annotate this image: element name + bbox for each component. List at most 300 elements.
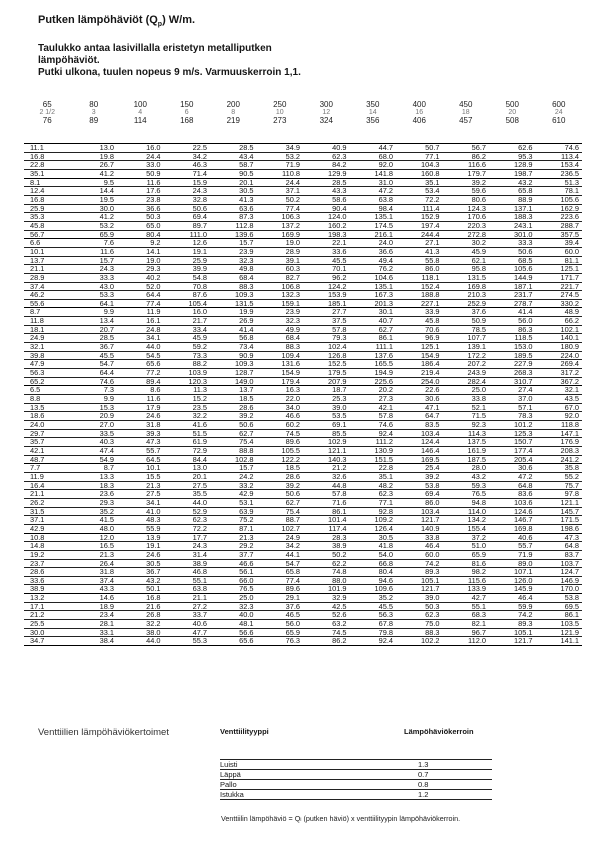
heat-loss-cell: 40.0	[210, 611, 257, 620]
heat-loss-cell: 223.6	[536, 213, 583, 222]
heat-loss-cell: 121.7	[396, 585, 443, 594]
heat-loss-cell: 56.3	[24, 369, 71, 378]
heat-loss-cell: 65.9	[443, 550, 490, 559]
heat-loss-cell: 30.0	[24, 628, 71, 637]
heat-loss-cell: 48.0	[71, 524, 118, 533]
heat-loss-cell: 55.3	[164, 637, 211, 646]
heat-loss-cell: 90.9	[210, 351, 257, 360]
heat-loss-cell: 167.3	[350, 291, 397, 300]
heat-loss-cell: 28.6	[24, 568, 71, 577]
heat-loss-cell: 62.2	[303, 559, 350, 568]
heat-loss-cell: 152.4	[396, 282, 443, 291]
heat-loss-cell: 107.7	[443, 334, 490, 343]
heat-loss-cell: 105.6	[489, 265, 536, 274]
heat-loss-cell: 25.9	[24, 204, 71, 213]
heat-loss-cell: 69.1	[303, 421, 350, 430]
heat-loss-cell: 37.4	[24, 282, 71, 291]
inch-size-cell: 16	[415, 109, 424, 116]
table-row	[24, 282, 582, 291]
heat-loss-cell: 33.6	[24, 576, 71, 585]
pipe-size-header	[24, 100, 582, 125]
heat-loss-cell: 221.7	[536, 282, 583, 291]
heat-loss-cell: 105.1	[489, 628, 536, 637]
outer-diameter-cell: 76	[42, 116, 52, 125]
table-row	[24, 498, 582, 507]
heat-loss-cell: 30.1	[350, 308, 397, 317]
heat-loss-cell: 124.4	[396, 438, 443, 447]
heat-loss-cell: 74.2	[396, 559, 443, 568]
heat-loss-cell: 32.6	[303, 472, 350, 481]
table-row	[24, 152, 582, 161]
heat-loss-cell: 63.9	[210, 507, 257, 516]
heat-loss-cell: 44.7	[350, 144, 397, 153]
heat-loss-cell: 86.3	[489, 325, 536, 334]
heat-loss-cell: 41.8	[350, 542, 397, 551]
table-row	[24, 343, 582, 352]
heat-loss-cell: 169.8	[489, 524, 536, 533]
heat-loss-cell: 29.3	[117, 265, 164, 274]
nominal-size-cell: 200	[226, 100, 240, 109]
heat-loss-cell: 26.9	[210, 317, 257, 326]
heat-loss-cell: 96.9	[396, 334, 443, 343]
heat-loss-cell: 34.0	[257, 403, 304, 412]
heat-loss-cell: 16.1	[117, 317, 164, 326]
heat-loss-cell: 72.9	[164, 446, 211, 455]
heat-loss-cell: 50.3	[396, 602, 443, 611]
valve-section-title: Venttiilien lämpöhäviökertoimet	[38, 727, 169, 738]
table-row	[24, 247, 582, 256]
heat-loss-cell: 22.5	[164, 144, 211, 153]
inch-size-cell: 4	[138, 109, 143, 116]
heat-loss-cell: 77.4	[257, 576, 304, 585]
inch-size-row	[24, 109, 582, 116]
heat-loss-cell: 45.9	[443, 247, 490, 256]
heat-loss-cell: 32.2	[164, 412, 211, 421]
valve-factor-value: 1.2	[418, 790, 429, 799]
heat-loss-cell: 23.9	[257, 308, 304, 317]
heat-loss-cell: 10.8	[24, 533, 71, 542]
heat-loss-cell: 37.6	[257, 602, 304, 611]
heat-loss-cell: 114.0	[443, 507, 490, 516]
heat-loss-cell: 115.6	[443, 576, 490, 585]
heat-loss-cell: 109.2	[350, 516, 397, 525]
heat-loss-cell: 78.1	[536, 187, 583, 196]
heat-loss-cell: 33.8	[396, 533, 443, 542]
heat-loss-cell: 58.7	[210, 161, 257, 170]
table-row	[24, 490, 582, 499]
heat-loss-cell: 19.9	[210, 308, 257, 317]
heat-loss-cell: 86.1	[350, 334, 397, 343]
outer-diameter-cell: 457	[459, 116, 473, 125]
heat-loss-cell: 23.7	[24, 559, 71, 568]
table-row	[24, 178, 582, 187]
heat-loss-cell: 56.1	[210, 568, 257, 577]
heat-loss-cell: 8.7	[24, 308, 71, 317]
table-row	[24, 594, 582, 603]
heat-loss-cell: 137.1	[489, 204, 536, 213]
table-row	[24, 611, 582, 620]
heat-loss-cell: 39.4	[536, 239, 583, 248]
heat-loss-cell: 74.8	[303, 568, 350, 577]
heat-loss-cell: 122.2	[257, 455, 304, 464]
heat-loss-cell: 274.5	[536, 291, 583, 300]
heat-loss-cell: 34.1	[117, 334, 164, 343]
heat-loss-cell: 44.0	[117, 343, 164, 352]
heat-loss-cell: 52.9	[164, 507, 211, 516]
heat-loss-cell: 131.5	[210, 299, 257, 308]
heat-loss-cell: 111.4	[396, 204, 443, 213]
table-row	[24, 568, 582, 577]
heat-loss-cell: 71.4	[164, 169, 211, 178]
heat-loss-cell: 8.7	[71, 464, 118, 473]
heat-loss-cell: 25.0	[443, 386, 490, 395]
heat-loss-cell: 39.1	[257, 256, 304, 265]
heat-loss-cell: 89.3	[396, 568, 443, 577]
heat-loss-cell: 59.3	[443, 481, 490, 490]
heat-loss-cell: 31.8	[117, 421, 164, 430]
heat-loss-cell: 16.8	[24, 195, 71, 204]
heat-loss-cell: 21.7	[164, 317, 211, 326]
inch-size-cell: 10	[275, 109, 284, 116]
heat-loss-cell: 71.6	[303, 498, 350, 507]
heat-loss-cell: 187.1	[489, 282, 536, 291]
heat-loss-cell: 26.8	[117, 611, 164, 620]
heat-loss-cell: 37.1	[24, 516, 71, 525]
heat-loss-cell: 89.6	[257, 438, 304, 447]
heat-loss-cell: 111.0	[164, 230, 211, 239]
table-row	[24, 317, 582, 326]
heat-loss-cell: 28.5	[210, 144, 257, 153]
heat-loss-cell: 55.7	[117, 446, 164, 455]
heat-loss-cell: 88.7	[257, 516, 304, 525]
heat-loss-cell: 24.0	[24, 421, 71, 430]
heat-loss-cell: 80.4	[117, 230, 164, 239]
heat-loss-cell: 52.6	[303, 611, 350, 620]
table-row	[24, 299, 582, 308]
heat-loss-cell: 64.4	[117, 291, 164, 300]
heat-loss-cell: 27.4	[489, 386, 536, 395]
table-row	[24, 213, 582, 222]
outer-diameter-cell: 406	[412, 116, 426, 125]
heat-loss-cell: 34.9	[257, 144, 304, 153]
heat-loss-cell: 14.1	[117, 247, 164, 256]
heat-loss-cell: 86.0	[396, 498, 443, 507]
heat-loss-cell: 172.2	[443, 351, 490, 360]
heat-loss-cell: 141.8	[350, 169, 397, 178]
heat-loss-cell: 92.3	[443, 421, 490, 430]
heat-loss-cell: 102.7	[257, 524, 304, 533]
valve-type-name: Pallo	[220, 780, 237, 789]
heat-loss-cell: 126.4	[350, 524, 397, 533]
heat-loss-cell: 77.4	[117, 299, 164, 308]
heat-loss-cell: 47.1	[396, 403, 443, 412]
heat-loss-cell: 55.9	[117, 524, 164, 533]
heat-loss-cell: 107.1	[489, 568, 536, 577]
heat-loss-cell: 32.3	[210, 256, 257, 265]
nominal-size-cell: 250	[273, 100, 287, 109]
outer-diameter-cell: 168	[180, 116, 194, 125]
heat-loss-cell: 66.2	[536, 317, 583, 326]
heat-loss-cell: 118.8	[536, 421, 583, 430]
heat-loss-cell: 125.1	[396, 343, 443, 352]
heat-loss-cell: 147.1	[536, 429, 583, 438]
heat-loss-cell: 35.1	[24, 169, 71, 178]
heat-loss-cell: 41.2	[71, 213, 118, 222]
heat-loss-cell: 35.8	[536, 464, 583, 473]
heat-loss-cell: 45.5	[71, 351, 118, 360]
heat-loss-cell: 153.4	[536, 161, 583, 170]
heat-loss-cell: 60.0	[536, 247, 583, 256]
heat-loss-cell: 88.3	[210, 282, 257, 291]
valve-type-name: Läppä	[220, 770, 241, 779]
heat-loss-cell: 75.7	[536, 481, 583, 490]
table-row	[24, 161, 582, 170]
heat-loss-cell: 96.7	[443, 628, 490, 637]
heat-loss-cell: 62.3	[396, 611, 443, 620]
heat-loss-cell: 62.6	[489, 144, 536, 153]
heat-loss-cell: 22.0	[257, 395, 304, 404]
heat-loss-cell: 137.5	[443, 438, 490, 447]
heat-loss-cell: 53.2	[257, 152, 304, 161]
heat-loss-cell: 65.8	[489, 187, 536, 196]
heat-loss-cell: 45.5	[303, 256, 350, 265]
heat-loss-cell: 29.1	[257, 594, 304, 603]
heat-loss-cell: 8.6	[117, 386, 164, 395]
heat-loss-cell: 79.8	[350, 628, 397, 637]
table-row	[24, 187, 582, 196]
heat-loss-cell: 207.9	[303, 377, 350, 386]
heat-loss-cell: 40.3	[71, 438, 118, 447]
heat-loss-cell: 102.2	[396, 637, 443, 646]
heat-loss-cell: 59.9	[489, 602, 536, 611]
table-row	[24, 628, 582, 637]
heat-loss-cell: 57.1	[489, 403, 536, 412]
heat-loss-cell: 65.9	[71, 230, 118, 239]
table-row	[24, 360, 582, 369]
heat-loss-cell: 169.9	[257, 230, 304, 239]
heat-loss-cell: 52.1	[443, 403, 490, 412]
heat-loss-cell: 120.3	[164, 377, 211, 386]
heat-loss-cell: 41.5	[71, 516, 118, 525]
heat-loss-cell: 224.0	[536, 351, 583, 360]
heat-loss-cell: 13.3	[71, 472, 118, 481]
heat-loss-cell: 64.5	[117, 455, 164, 464]
heat-loss-cell: 74.6	[350, 421, 397, 430]
heat-loss-cell: 188.8	[396, 291, 443, 300]
heat-loss-cell: 244.4	[396, 230, 443, 239]
heat-loss-cell: 11.9	[117, 308, 164, 317]
heat-loss-cell: 37.6	[443, 308, 490, 317]
heat-loss-cell: 11.3	[164, 386, 211, 395]
heat-loss-cell: 47.2	[489, 472, 536, 481]
heat-loss-cell: 130.9	[350, 446, 397, 455]
heat-loss-cell: 68.3	[443, 611, 490, 620]
heat-loss-cell: 41.6	[164, 421, 211, 430]
heat-loss-cell: 15.2	[164, 395, 211, 404]
table-row	[24, 446, 582, 455]
heat-loss-cell: 9.2	[117, 239, 164, 248]
heat-loss-cell: 42.7	[443, 594, 490, 603]
heat-loss-cell: 40.6	[489, 533, 536, 542]
table-row	[24, 455, 582, 464]
heat-loss-cell: 146.7	[489, 516, 536, 525]
heat-loss-cell: 13.0	[164, 464, 211, 473]
heat-loss-cell: 11.9	[24, 472, 71, 481]
heat-loss-cell: 86.0	[396, 265, 443, 274]
heat-loss-cell: 106.3	[257, 213, 304, 222]
heat-loss-cell: 128.7	[210, 369, 257, 378]
heat-loss-cell: 139.6	[210, 230, 257, 239]
heat-loss-cell: 46.3	[164, 161, 211, 170]
heat-loss-cell: 46.4	[396, 542, 443, 551]
heat-loss-cell: 101.4	[303, 516, 350, 525]
heat-loss-cell: 11.8	[24, 317, 71, 326]
heat-loss-cell: 63.8	[164, 585, 211, 594]
heat-loss-cell: 38.4	[71, 637, 118, 646]
table-row	[24, 273, 582, 282]
heat-loss-cell: 63.8	[350, 195, 397, 204]
heat-loss-cell: 86.2	[303, 637, 350, 646]
table-row	[24, 421, 582, 430]
table-row	[24, 395, 582, 404]
heat-loss-cell: 67.0	[536, 403, 583, 412]
heat-loss-cell: 109.3	[210, 360, 257, 369]
heat-loss-cell: 53.4	[396, 187, 443, 196]
heat-loss-cell: 50.6	[489, 247, 536, 256]
heat-loss-cell: 13.9	[117, 533, 164, 542]
heat-loss-cell: 21.2	[24, 611, 71, 620]
heat-loss-cell: 28.5	[303, 178, 350, 187]
heat-loss-cell: 30.2	[443, 239, 490, 248]
heat-loss-cell: 70.6	[396, 325, 443, 334]
heat-loss-cell: 20.9	[71, 412, 118, 421]
nominal-size-cell: 150	[180, 100, 194, 109]
heat-loss-cell: 39.2	[396, 472, 443, 481]
heat-loss-cell: 59.6	[443, 187, 490, 196]
heat-loss-cell: 47.7	[164, 628, 211, 637]
heat-loss-cell: 74.2	[489, 611, 536, 620]
table-row	[24, 377, 582, 386]
heat-loss-cell: 8.1	[24, 178, 71, 187]
heat-loss-cell: 72.2	[164, 524, 211, 533]
page-title: Putken lämpöhäviöt $(Q_p)$ W/m.	[38, 14, 196, 29]
heat-loss-cell: 131.6	[257, 360, 304, 369]
heat-loss-cell: 35.2	[350, 594, 397, 603]
heat-loss-cell: 50.1	[117, 585, 164, 594]
heat-loss-cell: 62.3	[350, 490, 397, 499]
heat-loss-cell: 57.8	[303, 490, 350, 499]
heat-loss-cell: 41.3	[396, 247, 443, 256]
heat-loss-cell: 94.8	[443, 498, 490, 507]
heat-loss-cell: 140.9	[396, 524, 443, 533]
heat-loss-cell: 243.1	[489, 221, 536, 230]
heat-loss-cell: 47.3	[536, 533, 583, 542]
heat-loss-cell: 46.4	[489, 594, 536, 603]
heat-loss-cell: 75.4	[257, 507, 304, 516]
heat-loss-cell: 66.8	[350, 559, 397, 568]
heat-loss-cell: 160.8	[396, 169, 443, 178]
heat-loss-cell: 26.7	[71, 161, 118, 170]
heat-loss-cell: 60.2	[257, 421, 304, 430]
heat-loss-cell: 146.9	[536, 576, 583, 585]
heat-loss-cell: 45.5	[350, 602, 397, 611]
heat-loss-cell: 71.5	[443, 412, 490, 421]
heat-loss-cell: 11.6	[71, 247, 118, 256]
heat-loss-cell: 23.8	[117, 195, 164, 204]
valve-row	[220, 770, 492, 780]
heat-loss-cell: 98.4	[350, 204, 397, 213]
heat-loss-cell: 29.3	[71, 498, 118, 507]
heat-loss-cell: 26.2	[24, 498, 71, 507]
inch-size-cell: 12	[322, 109, 331, 116]
heat-loss-cell: 7.7	[24, 464, 71, 473]
heat-loss-cell: 74.5	[303, 628, 350, 637]
heat-loss-cell: 45.9	[164, 334, 211, 343]
heat-loss-cell: 45.8	[396, 317, 443, 326]
inch-size-cell: 6	[184, 109, 189, 116]
heat-loss-cell: 227.1	[396, 299, 443, 308]
heat-loss-cell: 27.3	[350, 395, 397, 404]
heat-loss-cell: 35.3	[24, 213, 71, 222]
heat-loss-cell: 32.3	[257, 317, 304, 326]
heat-loss-cell: 17.7	[164, 533, 211, 542]
heat-loss-cell: 310.7	[489, 377, 536, 386]
heat-loss-cell: 187.5	[443, 455, 490, 464]
heat-loss-cell: 121.7	[396, 516, 443, 525]
heat-loss-cell: 201.3	[350, 299, 397, 308]
heat-loss-cell: 53.8	[396, 481, 443, 490]
heat-loss-cell: 68.4	[257, 334, 304, 343]
heat-loss-cell: 37.2	[443, 533, 490, 542]
heat-loss-cell: 84.2	[303, 161, 350, 170]
heat-loss-cell: 50.9	[443, 317, 490, 326]
heat-loss-cell: 170.0	[536, 585, 583, 594]
heat-loss-cell: 47.2	[350, 187, 397, 196]
heat-loss-cell: 19.0	[117, 256, 164, 265]
heat-loss-cell: 33.0	[117, 161, 164, 170]
table-row	[24, 438, 582, 447]
heat-loss-cell: 87.1	[210, 524, 257, 533]
heat-loss-cell: 18.3	[71, 481, 118, 490]
heat-loss-cell: 109.4	[257, 351, 304, 360]
heat-loss-cell: 19.5	[71, 195, 118, 204]
heat-loss-cell: 74.6	[71, 377, 118, 386]
heat-loss-cell: 46.6	[257, 412, 304, 421]
heat-loss-cell: 198.3	[303, 230, 350, 239]
heat-loss-cell: 169.5	[396, 455, 443, 464]
table-row	[24, 239, 582, 248]
heat-loss-cell: 104.6	[350, 273, 397, 282]
heat-loss-cell: 69.5	[536, 602, 583, 611]
heat-loss-cell: 77.1	[396, 152, 443, 161]
heat-loss-cell: 38.9	[303, 542, 350, 551]
heat-loss-cell: 41.4	[489, 308, 536, 317]
heat-loss-cell: 21.1	[24, 490, 71, 499]
heat-loss-cell: 161.9	[443, 446, 490, 455]
heat-loss-cell: 31.0	[350, 178, 397, 187]
heat-loss-cell: 105.6	[536, 195, 583, 204]
heat-loss-cell: 24.2	[210, 472, 257, 481]
heat-loss-cell: 90.5	[210, 169, 257, 178]
heat-loss-cell: 112.0	[443, 637, 490, 646]
heat-loss-cell: 74.5	[257, 429, 304, 438]
heat-loss-cell: 62.7	[210, 429, 257, 438]
heat-loss-cell: 208.3	[536, 446, 583, 455]
heat-loss-cell: 254.0	[396, 377, 443, 386]
heat-loss-cell: 28.6	[210, 403, 257, 412]
heat-loss-cell: 62.7	[257, 498, 304, 507]
heat-loss-cell: 92.8	[350, 507, 397, 516]
